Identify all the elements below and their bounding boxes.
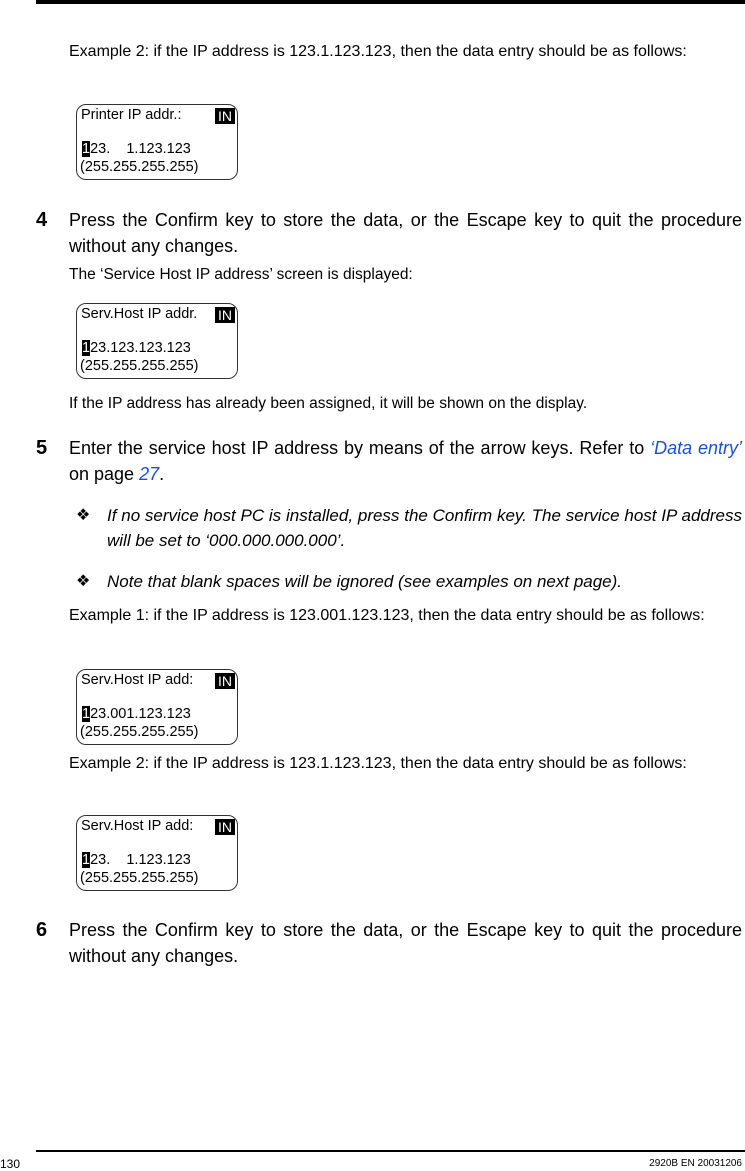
- lcd-value: [82, 706, 191, 723]
- lcd-hint: (255.255.255.255): [80, 358, 199, 374]
- lcd-serv-host-1: [76, 303, 238, 379]
- lcd-hint: (255.255.255.255): [80, 870, 199, 886]
- step-number: 6: [36, 919, 48, 941]
- step4-note: The ‘Service Host IP address’ screen is displayed:: [69, 266, 413, 283]
- lcd-title: Serv.Host IP add:: [81, 672, 194, 688]
- top-rule: [36, 0, 745, 4]
- step-number: 5: [36, 437, 48, 459]
- data-entry-link[interactable]: ‘Data entry’: [650, 438, 742, 458]
- step-4: [36, 207, 742, 259]
- lcd-mode-badge: IN: [215, 673, 235, 689]
- lcd-mode-badge: IN: [215, 819, 235, 835]
- step-6: [36, 917, 742, 969]
- lcd-value-rest: 23.123.123.123: [90, 340, 191, 356]
- step-text-part: Enter the service host IP address by means of the arrow keys. Refer to: [69, 438, 651, 458]
- example-2: Example 2: if the IP address is 123.1.123.123, then the data entry should be as follows:: [69, 755, 687, 772]
- lcd-serv-host-2: [76, 669, 238, 745]
- page-link[interactable]: 27: [139, 464, 160, 484]
- lcd-cursor: 1: [82, 706, 91, 722]
- intro-example2: Example 2: if the IP address is 123.1.123.123, then the data entry should be as follows:: [69, 43, 687, 60]
- lcd-title: Serv.Host IP addr.: [81, 306, 198, 322]
- step-text-part: .: [159, 464, 165, 484]
- lcd-title: Printer IP addr.:: [81, 107, 182, 123]
- lcd-value: [82, 340, 191, 357]
- example-1: Example 1: if the IP address is 123.001.123.123, then the data entry should be as follows:: [69, 607, 705, 624]
- lcd-value: [82, 141, 191, 158]
- lcd-serv-host-3: [76, 815, 238, 891]
- step-text: Press the Confirm key to store the data, or the Escape key to quit the procedure without any changes.: [69, 210, 742, 256]
- lcd-value-rest: 23.001.123.123: [90, 706, 191, 722]
- step-text-part: on page: [69, 464, 140, 484]
- step-5: [36, 435, 742, 487]
- lcd-title: Serv.Host IP add:: [81, 818, 194, 834]
- step-number: 4: [36, 209, 48, 231]
- lcd-hint: (255.255.255.255): [80, 159, 199, 175]
- lcd-hint: (255.255.255.255): [80, 724, 199, 740]
- lcd-cursor: 1: [82, 141, 91, 157]
- page-number: 130: [0, 1157, 21, 1171]
- already-assigned-note: If the IP address has already been assigned, it will be shown on the display.: [69, 395, 588, 412]
- diamond-bullet-icon: ❖: [76, 573, 91, 590]
- lcd-value-rest: 23. 1.123.123: [90, 852, 191, 868]
- lcd-cursor: 1: [82, 852, 91, 868]
- lcd-value-rest: 23. 1.123.123: [90, 141, 191, 157]
- bullet-text: If no service host PC is installed, press the Confirm key. The service host IP address will be set to ‘000.000.000.000’.: [107, 506, 742, 550]
- diamond-bullet-icon: ❖: [76, 507, 91, 524]
- lcd-value: [82, 852, 191, 869]
- bullet-note-1: [69, 503, 742, 553]
- bullet-note-2: [69, 569, 742, 594]
- lcd-mode-badge: IN: [215, 108, 235, 124]
- bottom-rule: [36, 1150, 745, 1152]
- lcd-printer-ip: [76, 104, 238, 180]
- lcd-mode-badge: IN: [215, 307, 235, 323]
- step-text: Press the Confirm key to store the data, or the Escape key to quit the procedure without any changes.: [69, 920, 742, 966]
- document-id: 2920B EN 20031206: [649, 1158, 742, 1169]
- step-text: [69, 435, 742, 487]
- lcd-cursor: 1: [82, 340, 91, 356]
- bullet-text: Note that blank spaces will be ignored (see examples on next page).: [107, 572, 623, 591]
